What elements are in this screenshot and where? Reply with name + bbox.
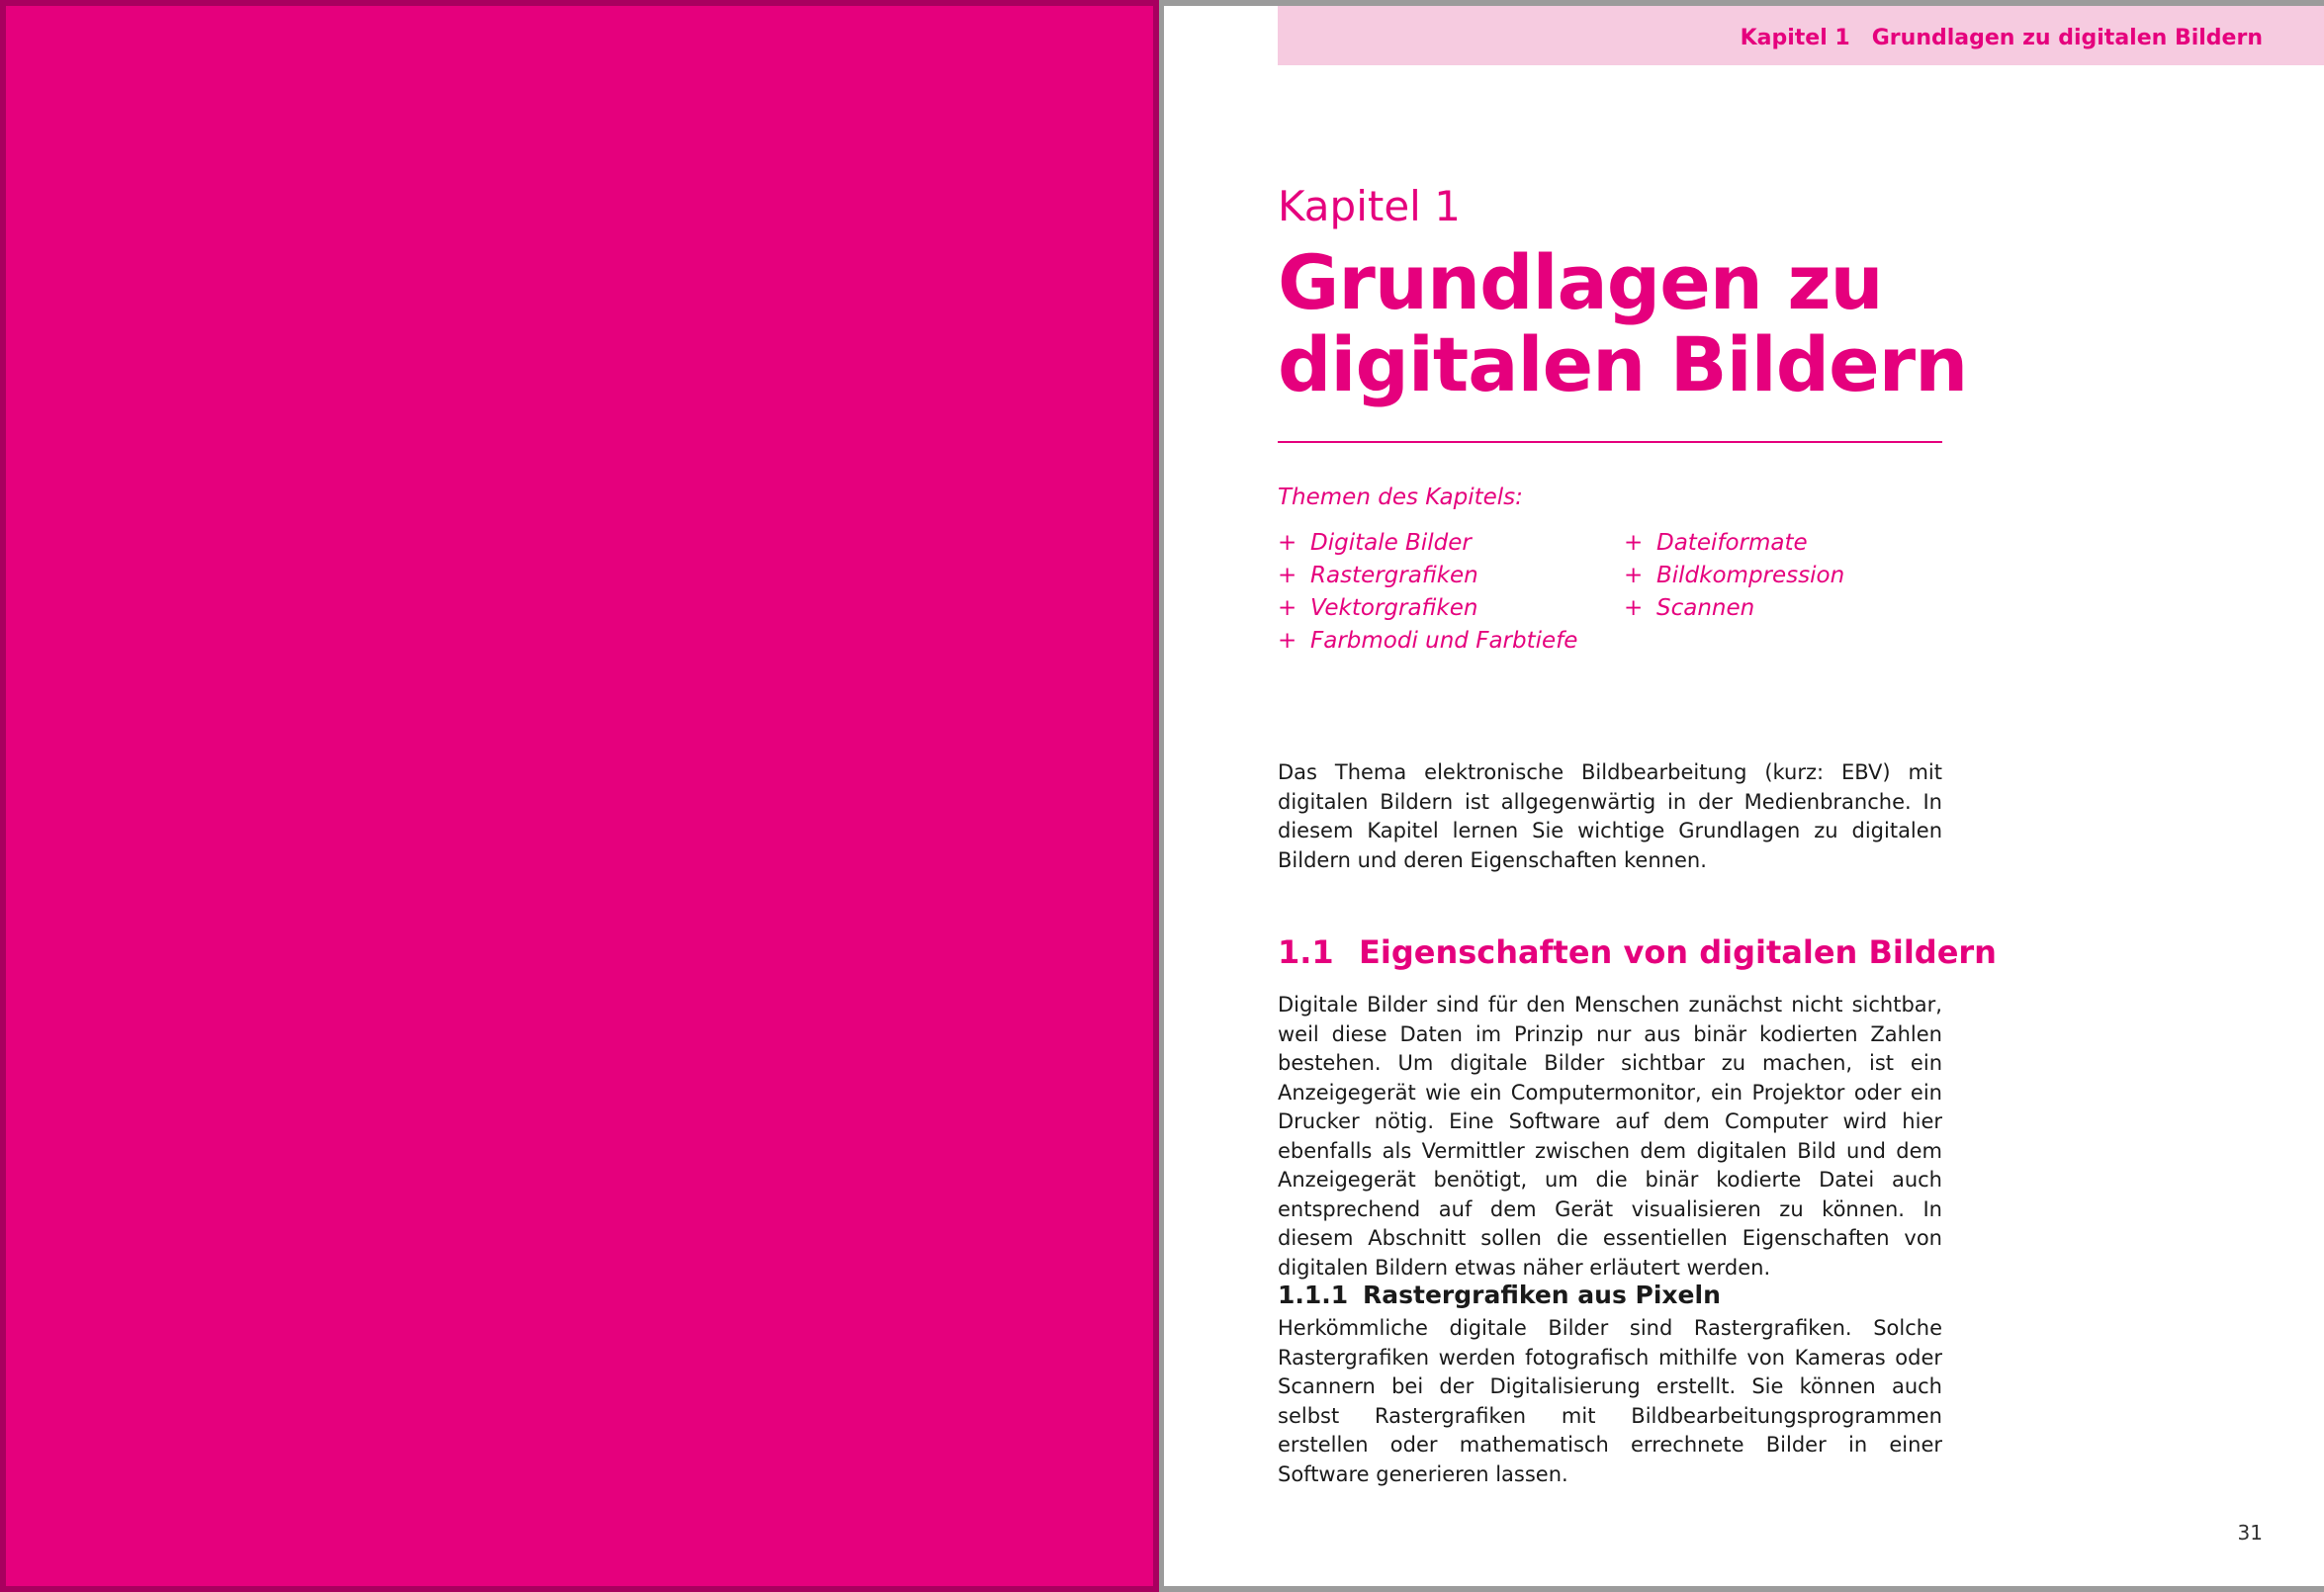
topic-label: Dateiformate (1656, 530, 1808, 556)
running-header-text (1741, 26, 2263, 50)
topic-item (1624, 592, 1844, 625)
left-page-color-panel (0, 0, 1159, 1592)
subsection-number: 1.1.1 (1278, 1281, 1349, 1309)
topic-label: Rastergrafiken (1310, 563, 1478, 588)
topics-heading: Themen des Kapitels: (1278, 485, 1523, 510)
subsection-heading (1278, 1281, 1721, 1309)
section-title: Eigenschaften von digitalen Bildern (1359, 933, 1997, 971)
right-page (1164, 6, 2324, 1586)
intro-paragraph: Das Thema elektronische Bildbearbeitung (kurz: EBV) mit digitalen Bildern ist allgegenwärtig in der Medienbranche. In diesem Kapitel lernen Sie wichtige Grundlagen zu digitalen Bildern und deren Eigenschaften kennen. (1278, 760, 1942, 872)
section-heading (1278, 933, 1997, 971)
section-paragraph: Digitale Bilder sind für den Menschen zunächst nicht sichtbar, weil diese Daten im Prinzip nur aus binär kodierten Zahlen bestehen. Um digitale Bilder sichtbar zu machen, ist ein Anzeigegerät wie ein Computermonitor, ein Projektor oder ein Drucker nötig. Eine Software auf dem Computer wird hier ebenfalls als Vermittler zwischen dem digitalen Bild und dem Anzeigegerät benötigt, um die binär kodierte Datei auch entsprechend auf dem Gerät visualisieren zu können. In diesem Abschnitt sollen die essentiellen Eigenschaften von digitalen Bildern etwas näher erläutert werden. (1278, 993, 1942, 1280)
plus-icon: + (1278, 595, 1297, 621)
section-number: 1.1 (1278, 933, 1334, 971)
plus-icon: + (1278, 530, 1297, 556)
topic-label: Scannen (1656, 595, 1755, 621)
running-header (1278, 6, 2324, 65)
topic-item (1624, 527, 1844, 560)
plus-icon: + (1278, 628, 1297, 654)
topic-item (1278, 592, 1577, 625)
title-divider (1278, 441, 1942, 443)
topic-item (1278, 527, 1577, 560)
running-header-title: Grundlagen zu digitalen Bildern (1871, 26, 2263, 50)
subsection-title: Rastergrafiken aus Pixeln (1363, 1281, 1721, 1309)
topic-item (1278, 625, 1577, 658)
plus-icon: + (1624, 595, 1644, 621)
plus-icon: + (1278, 563, 1297, 588)
chapter-label: Kapitel 1 (1278, 182, 1461, 230)
topics-list-column-1 (1278, 527, 1577, 658)
subsection-paragraph: Herkömmliche digitale Bilder sind Rastergrafiken. Solche Rastergrafiken werden fotografisch mithilfe von Kameras oder Scannern bei der Digitalisierung erstellt. Sie können auch selbst Rastergrafiken mit Bildbearbeitungsprogrammen erstellen oder mathematisch errechnete Bilder in einer Software generieren lassen. (1278, 1316, 1942, 1486)
topic-item (1278, 560, 1577, 592)
page-number: 31 (2237, 1521, 2263, 1545)
chapter-title: Grundlagen zu digitalen Bildern (1278, 238, 1968, 408)
running-header-chapter: Kapitel 1 (1740, 26, 1850, 50)
plus-icon: + (1624, 530, 1644, 556)
topic-label: Farbmodi und Farbtiefe (1310, 628, 1578, 654)
topic-label: Digitale Bilder (1310, 530, 1472, 556)
topic-label: Vektorgrafiken (1310, 595, 1478, 621)
topics-list-column-2 (1624, 527, 1844, 625)
topic-label: Bildkompression (1656, 563, 1845, 588)
plus-icon: + (1624, 563, 1644, 588)
topic-item (1624, 560, 1844, 592)
